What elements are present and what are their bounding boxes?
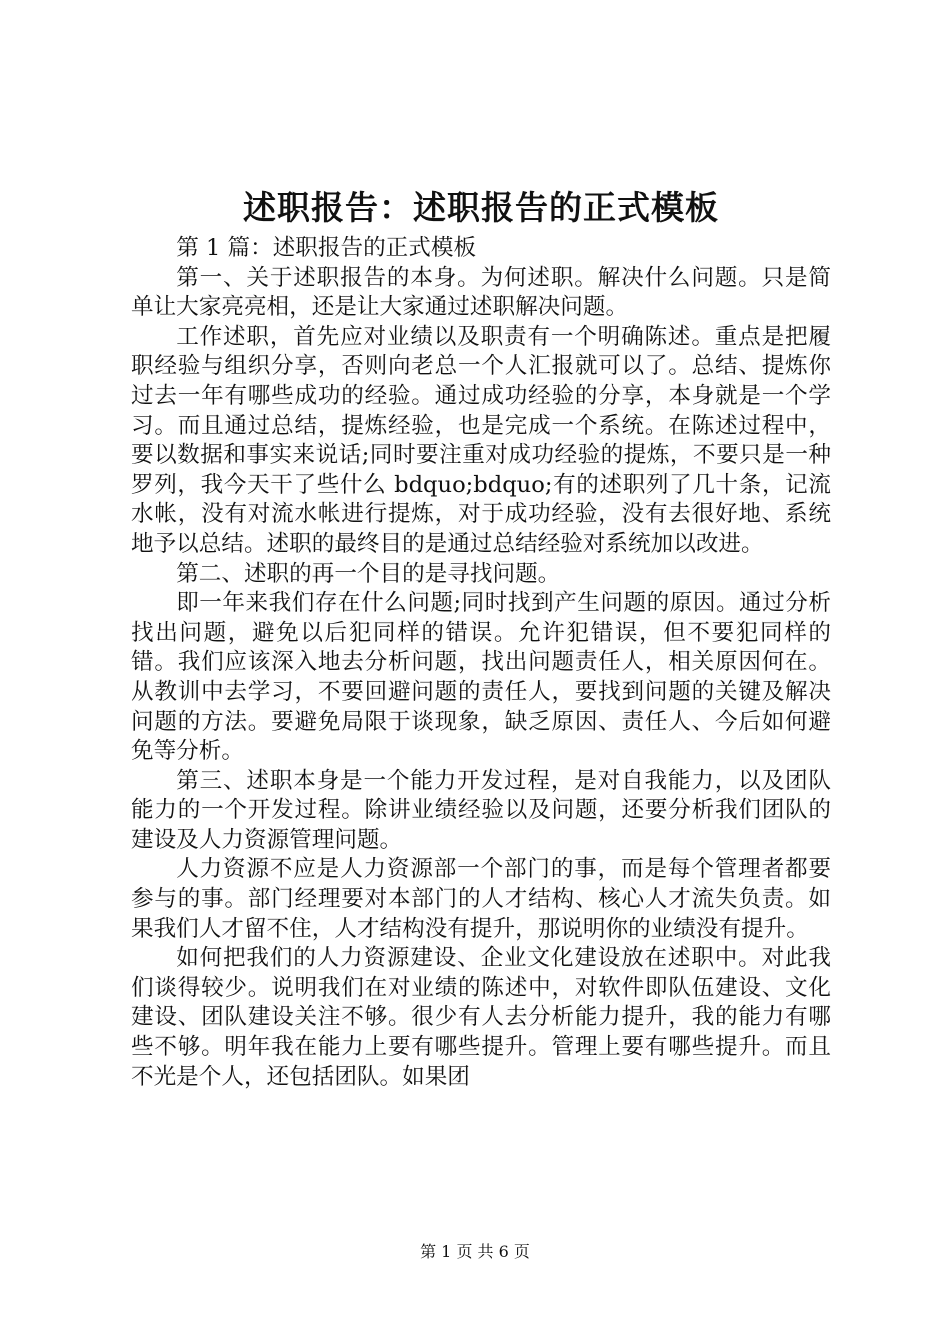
paragraph: 即一年来我们存在什么问题;同时找到产生问题的原因。通过分析找出问题，避免以后犯同样的错误。允许犯错误，但不要犯同样的错。我们应该深入地去分析问题，找出问题责任人，相关原因何在。从教训中去学习，不要回避问题的责任人，要找到问题的关键及解决问题的方法。要避免局限于谈现象，缺乏原因、责任人、今后如何避免等分析。 [131,590,831,765]
document-body [131,186,831,1092]
paragraph-section-heading: 第 1 篇：述职报告的正式模板 [176,235,477,261]
paragraph: 第三、述职本身是一个能力开发过程，是对自我能力，以及团队能力的一个开发过程。除讲业绩经验以及问题，还要分析我们团队的建设及人力资源管理问题。 [131,767,831,853]
paragraph: 工作述职，首先应对业绩以及职责有一个明确陈述。重点是把履职经验与组织分享，否则向老总一个人汇报就可以了。总结、提炼你过去一年有哪些成功的经验。通过成功经验的分享，本身就是一个学习。而且通过总结，提炼经验，也是完成一个系统。在陈述过程中，要以数据和事实来说话;同时要注重对成功经验的提炼，不要只是一种罗列，我今天干了些什么 bdquo;bdquo;有的述职列了几十条，记流水帐，没有对流水帐进行提炼，对于成功经验，没有去很好地、系统地予以总结。述职的最终目的是通过总结经验对系统加以改进。 [131,323,831,557]
paragraph: 第一、关于述职报告的本身。为何述职。解决什么问题。只是简单让大家亮亮相，还是让大家通过述职解决问题。 [131,264,831,321]
paragraph: 人力资源不应是人力资源部一个部门的事，而是每个管理者都要参与的事。部门经理要对本部门的人才结构、核心人才流失负责。如果我们人才留不住，人才结构没有提升，那说明你的业绩没有提升。 [131,856,831,942]
paragraph: 第二、述职的再一个目的是寻找问题。 [176,560,561,587]
paragraph: 如何把我们的人力资源建设、企业文化建设放在述职中。对此我们谈得较少。说明我们在对业绩的陈述中，对软件即队伍建设、文化建设、团队建设关注不够。很少有人去分析能力提升，我的能力有哪些不够。明年我在能力上要有哪些提升。管理上要有哪些提升。而且不光是个人，还包括团队。如果团 [131,945,831,1090]
page-footer: 第 1 页 共 6 页 [420,1242,530,1261]
document-title: 述职报告：述职报告的正式模板 [243,188,719,227]
